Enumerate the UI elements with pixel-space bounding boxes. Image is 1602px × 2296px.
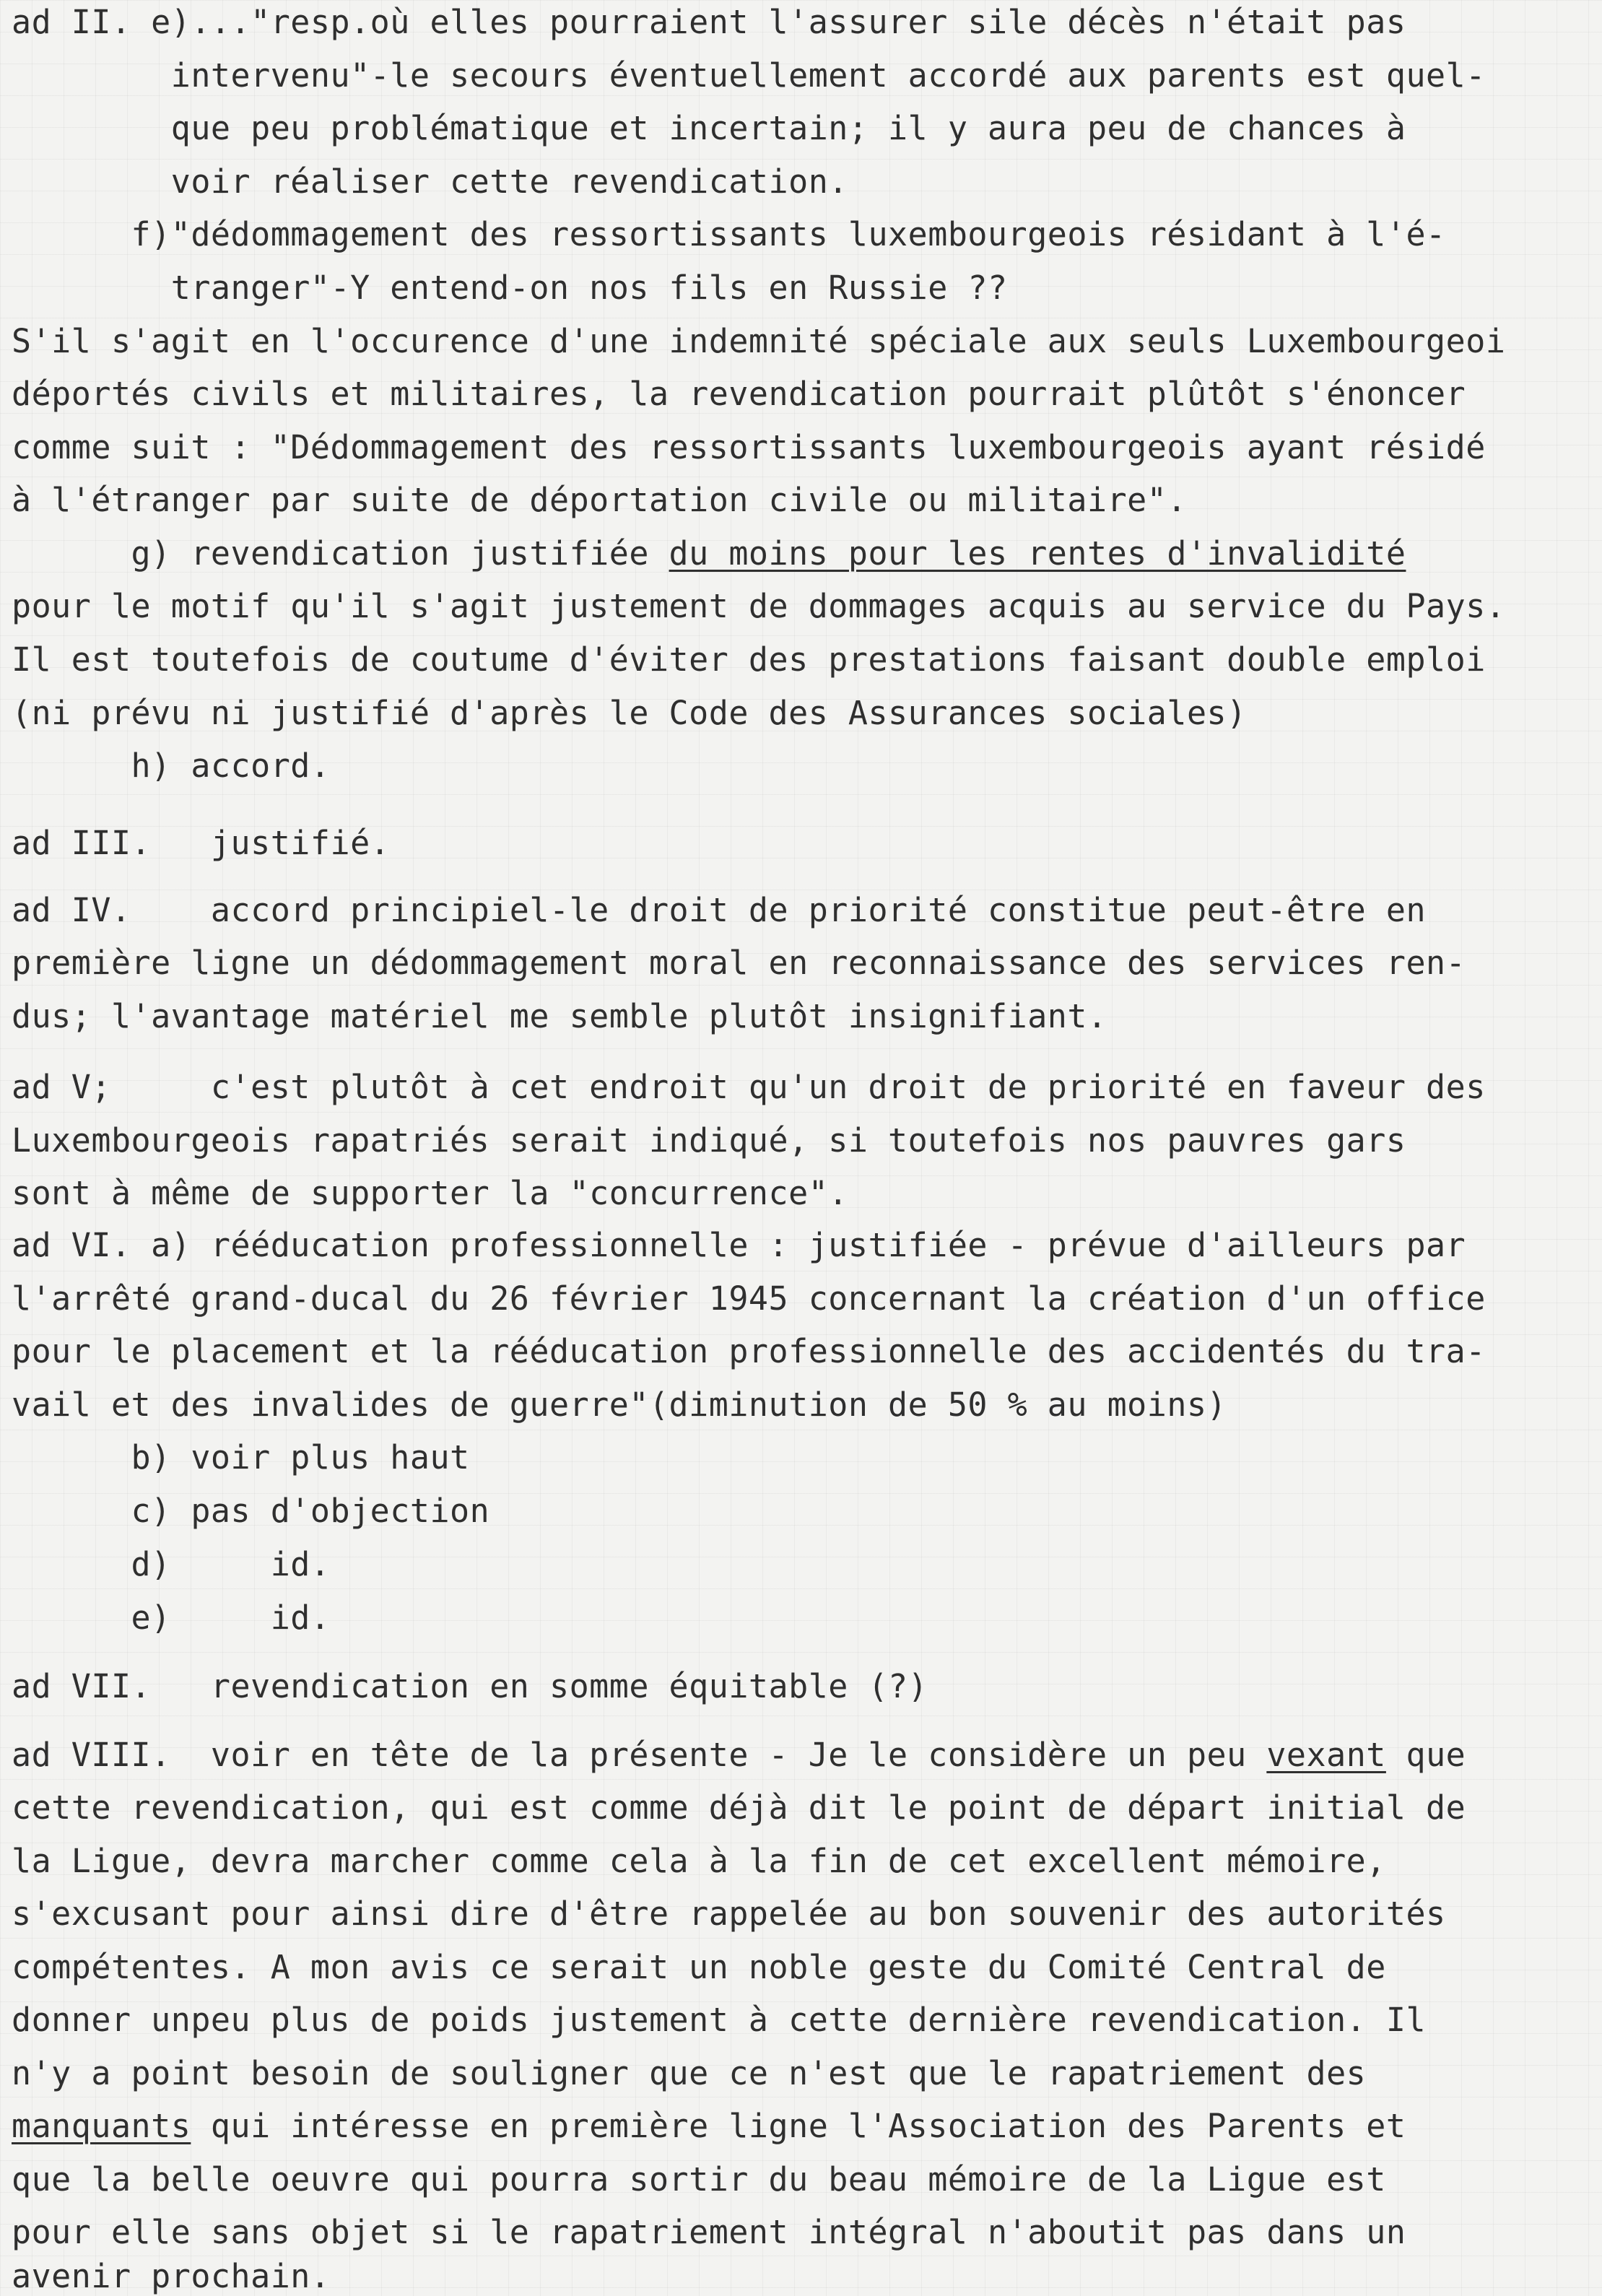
line-text: donner unpeu plus de poids justement à cette dernière revendication. Il xyxy=(12,2001,1427,2039)
line-text: ad III. justifié. xyxy=(12,824,391,862)
line-1 xyxy=(12,3,1406,41)
line-text: que xyxy=(1385,1736,1466,1774)
line-38 xyxy=(12,2054,1367,2092)
line-text: compétentes. A mon avis ce serait un noble geste du Comité Central de xyxy=(12,1948,1386,1986)
line-text: vail et des invalides de guerre"(diminution de 50 % au moins) xyxy=(12,1386,1227,1424)
line-9 xyxy=(12,428,1486,466)
line-2 xyxy=(12,56,1486,95)
line-42 xyxy=(12,2257,331,2295)
line-text: ad IV. accord principiel-le droit de priorité constitue peut-être en xyxy=(12,891,1427,929)
line-text: ad II. e)..."resp.où elles pourraient l'assurer sile décès n'était pas xyxy=(12,3,1406,41)
underlined-text: vexant xyxy=(1266,1736,1386,1774)
line-text: pour le motif qu'il s'agit justement de dommages acquis au service du Pays. xyxy=(12,587,1506,625)
line-text: voir réaliser cette revendication. xyxy=(12,162,848,201)
line-text: pour elle sans objet si le rapatriement intégral n'aboutit pas dans un xyxy=(12,2213,1406,2251)
line-text: tranger"-Y entend-on nos fils en Russie ?? xyxy=(12,269,1008,307)
line-text: intervenu"-le secours éventuellement accordé aux parents est quel- xyxy=(12,56,1486,95)
line-text: e) id. xyxy=(12,1599,331,1637)
line-31 xyxy=(12,1667,928,1705)
line-text: que la belle oeuvre qui pourra sortir du beau mémoire de la Ligue est xyxy=(12,2160,1386,2199)
line-text: h) accord. xyxy=(12,747,331,785)
line-text: d) id. xyxy=(12,1545,331,1583)
line-text: pour le placement et la rééducation professionnelle des accidentés du tra- xyxy=(12,1332,1486,1370)
line-5 xyxy=(12,215,1446,253)
line-text: S'il s'agit en l'occurence d'une indemnité spéciale aux seuls Luxembourgeoi xyxy=(12,322,1506,360)
underlined-text: du moins pour les rentes d'invalidité xyxy=(669,534,1406,573)
line-30 xyxy=(12,1599,331,1637)
line-text: qui intéresse en première ligne l'Association des Parents et xyxy=(191,2107,1406,2145)
line-4 xyxy=(12,162,848,201)
line-21 xyxy=(12,1121,1406,1160)
line-text: f)"dédommagement des ressortissants luxembourgeois résidant à l'é- xyxy=(12,215,1446,253)
line-25 xyxy=(12,1332,1486,1370)
line-text: ad V; c'est plutôt à cet endroit qu'un droit de priorité en faveur des xyxy=(12,1068,1486,1106)
line-26 xyxy=(12,1386,1227,1424)
line-12 xyxy=(12,587,1506,625)
line-text: comme suit : "Dédommagement des ressortissants luxembourgeois ayant résidé xyxy=(12,428,1486,466)
line-28 xyxy=(12,1492,490,1530)
line-text: ad VI. a) rééducation professionnelle : justifiée - prévue d'ailleurs par xyxy=(12,1226,1466,1264)
line-22 xyxy=(12,1174,848,1212)
line-36 xyxy=(12,1948,1386,1986)
line-text: Luxembourgeois rapatriés serait indiqué, si toutefois nos pauvres gars xyxy=(12,1121,1406,1160)
line-text: c) pas d'objection xyxy=(12,1492,490,1530)
line-10 xyxy=(12,481,1187,519)
line-16 xyxy=(12,824,391,862)
line-14 xyxy=(12,694,1247,732)
line-23 xyxy=(12,1226,1466,1264)
line-text: Il est toutefois de coutume d'éviter des prestations faisant double emploi xyxy=(12,640,1486,679)
line-text: sont à même de supporter la "concurrence". xyxy=(12,1174,848,1212)
line-text: déportés civils et militaires, la revendication pourrait plûtôt s'énoncer xyxy=(12,375,1466,413)
line-19 xyxy=(12,997,1107,1035)
line-29 xyxy=(12,1545,331,1583)
line-39 xyxy=(12,2107,1406,2145)
line-text: première ligne un dédommagement moral en reconnaissance des services ren- xyxy=(12,944,1466,982)
line-15 xyxy=(12,747,331,785)
line-text: l'arrêté grand-ducal du 26 février 1945 concernant la création d'un office xyxy=(12,1279,1486,1318)
line-24 xyxy=(12,1279,1486,1318)
line-18 xyxy=(12,944,1466,982)
line-text: cette revendication, qui est comme déjà dit le point de départ initial de xyxy=(12,1788,1466,1827)
line-7 xyxy=(12,322,1506,360)
line-6 xyxy=(12,269,1008,307)
line-17 xyxy=(12,891,1427,929)
line-text: ad VIII. voir en tête de la présente - Je le considère un peu xyxy=(12,1736,1267,1774)
line-40 xyxy=(12,2160,1386,2199)
line-33 xyxy=(12,1788,1466,1827)
line-text: n'y a point besoin de souligner que ce n'est que le rapatriement des xyxy=(12,2054,1367,2092)
underlined-text: manquants xyxy=(12,2107,191,2145)
line-text: dus; l'avantage matériel me semble plutôt insignifiant. xyxy=(12,997,1107,1035)
line-text: s'excusant pour ainsi dire d'être rappelée au bon souvenir des autorités xyxy=(12,1895,1446,1933)
line-text: b) voir plus haut xyxy=(12,1438,470,1477)
line-37 xyxy=(12,2001,1427,2039)
line-34 xyxy=(12,1842,1386,1880)
line-27 xyxy=(12,1438,470,1477)
line-41 xyxy=(12,2213,1406,2251)
line-20 xyxy=(12,1068,1486,1106)
line-text: ad VII. revendication en somme équitable (?) xyxy=(12,1667,928,1705)
line-8 xyxy=(12,375,1466,413)
line-13 xyxy=(12,640,1486,679)
line-text: que peu problématique et incertain; il y aura peu de chances à xyxy=(12,109,1406,147)
line-11 xyxy=(12,534,1406,573)
line-text: la Ligue, devra marcher comme cela à la fin de cet excellent mémoire, xyxy=(12,1842,1386,1880)
line-text: avenir prochain. xyxy=(12,2257,331,2295)
line-3 xyxy=(12,109,1406,147)
line-text: (ni prévu ni justifié d'après le Code des Assurances sociales) xyxy=(12,694,1247,732)
line-32 xyxy=(12,1736,1466,1774)
line-35 xyxy=(12,1895,1446,1933)
line-text: à l'étranger par suite de déportation civile ou militaire". xyxy=(12,481,1187,519)
line-text: g) revendication justifiée xyxy=(12,534,669,573)
